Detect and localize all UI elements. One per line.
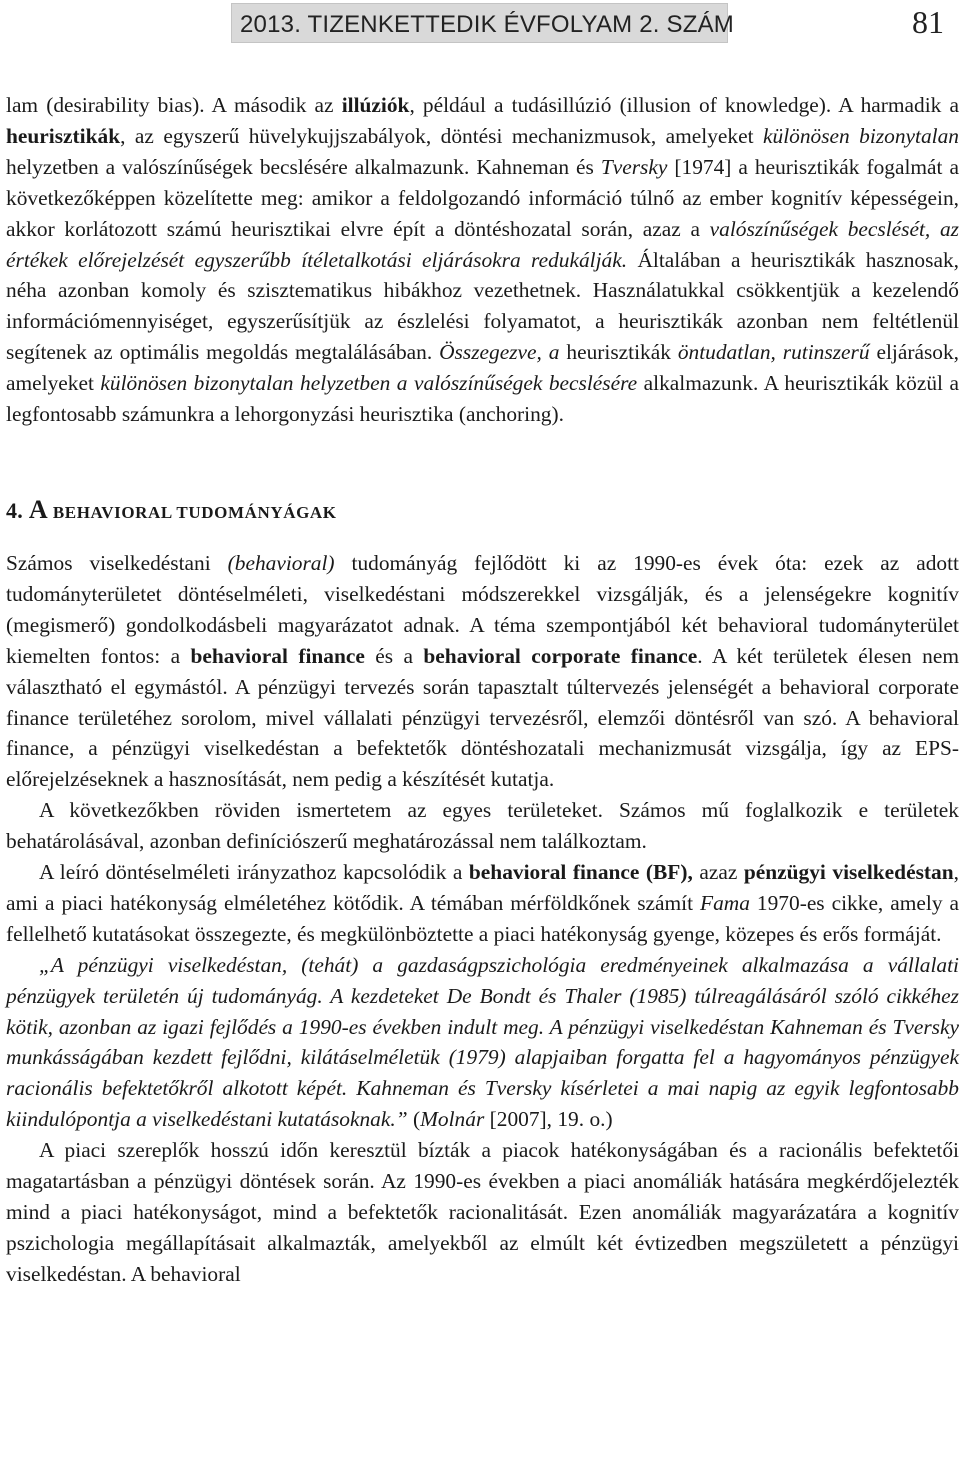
- bold-term-behavioral-finance: behavioral finance: [190, 643, 365, 668]
- text-run: Számos viselkedéstani: [6, 550, 228, 575]
- paragraph-behavioral-fields: [6, 548, 959, 795]
- bold-term-illusions: illúziók: [341, 93, 410, 117]
- italic-run: (behavioral): [227, 550, 335, 575]
- italic-author: Fama: [700, 890, 750, 915]
- italic-author: Molnár: [420, 1107, 485, 1132]
- text-run: (: [407, 1107, 421, 1132]
- bold-term-bf: behavioral finance (BF),: [468, 860, 693, 885]
- paragraph-behavioral-finance: [6, 857, 959, 950]
- text-run: és a: [364, 643, 424, 668]
- text-run: . A két területek élesen nem választható el egymástól. A pénzügyi tervezés során tapasztalt túltervezés jelenségét a behavioral corporate finance területéhez sorolom, mivel vállalati pénzügyi tervezésről, elemzői döntésről van szó. A behavioral finance, a pénzügyi viselkedéstan a befektetők döntéshozatali mechanizmusát vizsgálja, így az EPS-előrejelzéseknek a hasznosítását, nem pedig a készítését kutatja.: [6, 643, 959, 792]
- text-run: helyzetben a valószínűségek becslésére alkalmazunk. Kahneman és: [6, 154, 601, 179]
- quote-text: „A pénzügyi viselkedéstan, (tehát) a gazdaságpszichológia eredményeinek alkalmazása a vállalati pénzügyek területén új tudományág. A kezdeteket De Bondt és Thaler (1985) túlreagálásáról szóló cikkéhez kötik, azonban az igazi fejlődés a 1990-es években indult meg. A pénzügyi viselkedéstan Kahneman és Tversky munkásságában kezdett fejlődni, kilátáselméletük (1979) alapjaiban forgatta fel a hagyományos pénzügyek racionális befektetőkről alkotott képét. Kahneman és Tversky kísérletei a mai napig az egyik legfontosabb kiindulópontja a viselkedéstani kutatásoknak.”: [6, 952, 959, 1132]
- text-run: lam (desirability bias). A második az: [6, 93, 342, 117]
- paragraph-heuristics: [6, 90, 959, 430]
- section-heading-initial: A: [28, 494, 48, 524]
- section-heading: [6, 495, 959, 528]
- citation: [2007], 19. o.): [484, 1107, 613, 1132]
- text-run: Általában a heurisztikák hasznosak, néha azonban komoly és szisztematikus hibákhoz vezethetnek. Használatukkal csökkentjük a kezelendő információmennyiséget, egyszerűsítjük az észlelési folyamatot, a heurisztikák azonban nem feltétlenül segítenek az optimális megoldás megtalálásában.: [6, 247, 959, 365]
- italic-author: Tversky: [600, 154, 668, 179]
- bold-term-behavioral-corporate-finance: behavioral corporate finance: [423, 643, 698, 668]
- text-run: alkalmazunk. A heurisztikák közül a legfontosabb számunkra a lehorgonyzási heurisztika (anchoring).: [6, 371, 960, 427]
- italic-run: Összegezve, a: [439, 340, 560, 365]
- text-run: heurisztikák: [559, 340, 678, 365]
- paragraph-anomalies: A piaci szereplők hosszú időn keresztül bízták a piacok hatékonyságában és a racionális befektetői magatartásban a pénzügyi döntések során. Az 1990-es években a piaci anomáliák hatására megkérdőjelezték mind a piaci hatékonyságot, mind a befektetők racionalitását. Ezen anomáliák magyarázatára a kognitív pszichologia megállapításait alkalmazták, amelyekből az elmúlt két évtizedben megszületett a pénzügyi viselkedéstan. A behavioral: [6, 1138, 959, 1286]
- page-number: 81: [912, 4, 944, 40]
- text-run: [1974] a heurisztikák fogalmát a következőképpen közelítette meg: amikor a feldolgozandó információ túlnő az ember kognitív képességein, akkor korlátozott számú heurisztikai elvre épít a döntéshozatal során, azaz a: [6, 154, 959, 241]
- bold-term-penzugyi-viselkedestan: pénzügyi viselkedéstan: [743, 860, 954, 885]
- text-run: , az egyszerű hüvelykujjszabályok, döntési mechanizmusok, amelyeket: [120, 123, 763, 148]
- text-run: 1970-es cikke, amely a fellelhető kutatásokat összegezte, és megkülönböztette a piaci hatékonyság gyenge, közepes és erős formáját.: [6, 890, 959, 946]
- italic-run: különösen bizonytalan: [763, 123, 959, 148]
- page-body: [6, 90, 959, 1290]
- running-header: [231, 3, 734, 43]
- paragraph-overview: A következőkben röviden ismertetem az egyes területeket. Számos mű foglalkozik e területek behatárolásával, azonban definíciószerű meghatározással nem találkoztam.: [6, 798, 959, 854]
- italic-run: öntudatlan, rutinszerű: [677, 340, 870, 365]
- text-run: tudományág fejlődött ki az 1990-es évek óta: ezek az adott tudományterületet döntéselméleti, viselkedéstani módszerekkel vizsgálják, és a jelenségekre kognitív (megismerő) gondolkodásbeli magyarázatot adnak. A téma szempontjából két behavioral tudományterület kiemelten fontos: a: [6, 550, 959, 668]
- text-run: , például a tudásillúzió (illusion of knowledge). A harmadik a: [409, 93, 959, 117]
- text-run: A leíró döntéselméleti irányzathoz kapcsolódik a: [39, 860, 469, 885]
- section-heading-text: BEHAVIORAL TUDOMÁNYÁGAK: [47, 502, 337, 522]
- bold-term-heuristics: heurisztikák: [6, 123, 121, 148]
- section-number: 4.: [6, 497, 29, 523]
- block-quote: [6, 950, 959, 1135]
- italic-run: valószínűségek becslését, az értékek előrejelzését egyszerűbb ítéletalkotási eljárásokra redukálják.: [6, 216, 959, 272]
- text-run: eljárások, amelyeket: [6, 340, 960, 396]
- italic-run: különösen bizonytalan helyzetben a valószínűségek becslésére: [100, 371, 638, 396]
- journal-issue-title: 2013. TIZENKETTEDIK ÉVFOLYAM 2. SZÁM: [240, 11, 734, 38]
- text-run: , ami a piaci hatékonyság elméletéhez kötődik. A témában mérföldkőnek számít: [6, 860, 959, 915]
- text-run: azaz: [692, 860, 744, 885]
